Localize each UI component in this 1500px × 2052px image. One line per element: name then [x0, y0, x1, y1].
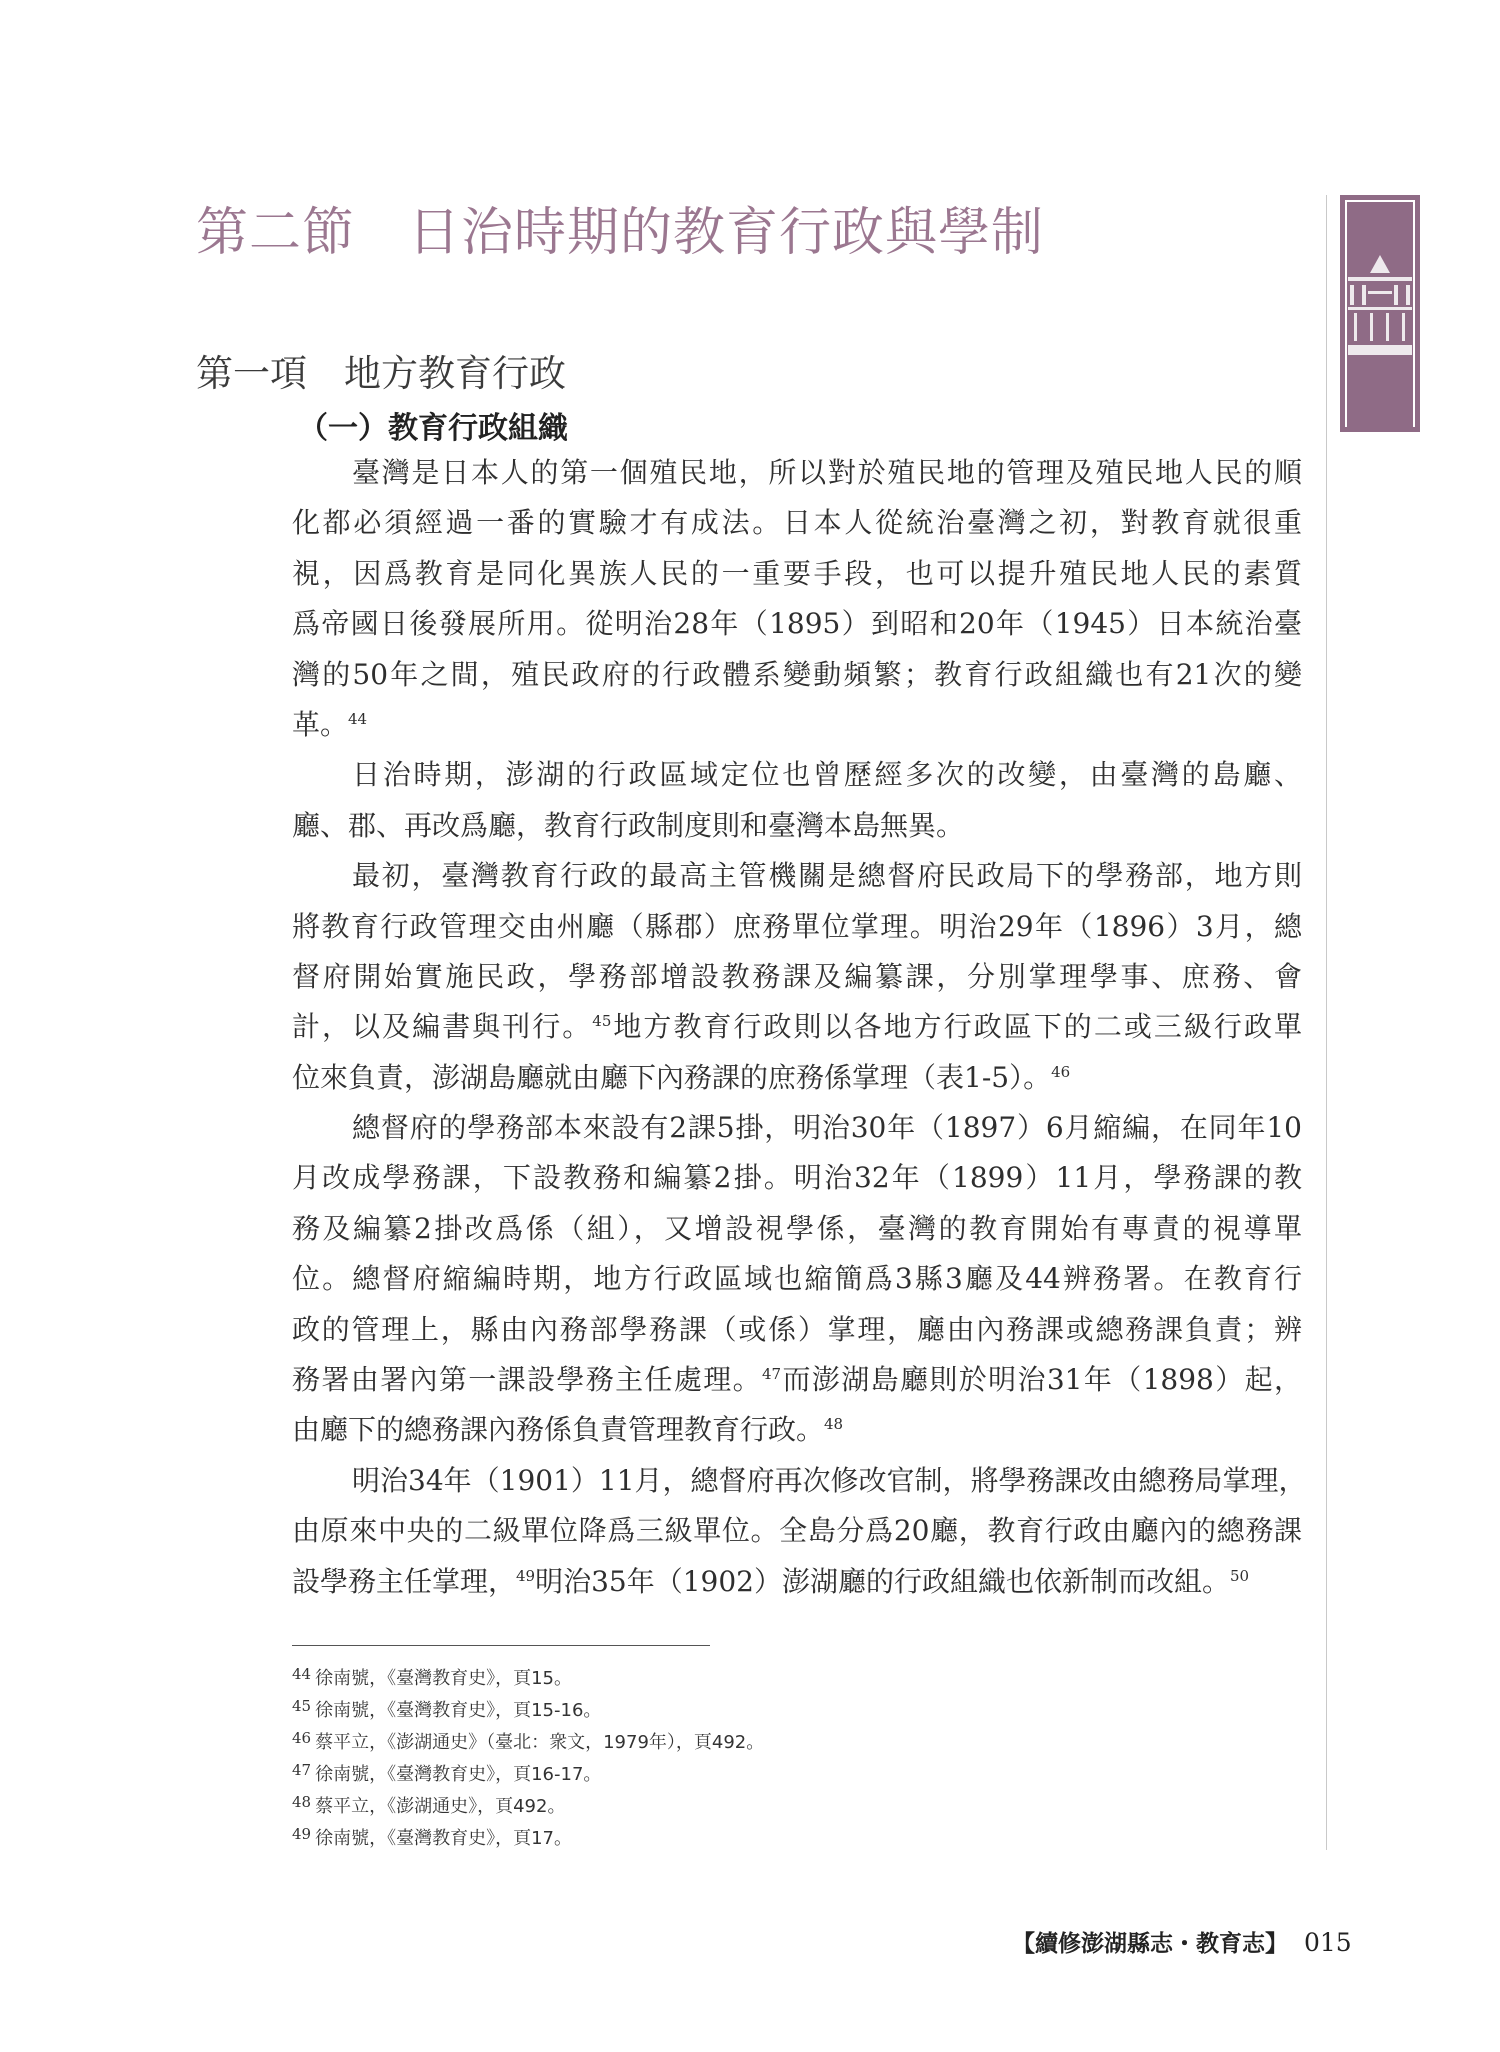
footnote-number: 49: [292, 1825, 312, 1843]
paragraph-line: [292, 750, 1302, 800]
text-run: 總督府的學務部本來設有2課5掛，明治30年（1897）6月縮編，在同年10: [352, 1111, 1302, 1145]
paragraph-line: [292, 700, 1302, 750]
text-run: 明治35年（1902）澎湖廳的行政組織也依新制而改組。: [535, 1564, 1230, 1598]
footnote-text: 蔡平立，《澎湖通史》，頁492。: [315, 1796, 566, 1817]
footnote-number: 46: [292, 1729, 312, 1747]
footnote-text: 徐南號，《臺灣教育史》，頁16-17。: [315, 1764, 602, 1785]
text-run: 督府開始實施民政，學務部增設教務課及編纂課，分別掌理學事、庶務、會: [292, 959, 1302, 993]
text-run: 計，以及編書與刊行。: [292, 1010, 593, 1044]
footnote: [292, 1722, 764, 1754]
text-run: 視，因爲教育是同化異族人民的一重要手段，也可以提升殖民地人民的素質: [292, 556, 1302, 590]
section-title: 第二節 日治時期的教育行政與學制: [196, 203, 1045, 263]
footnote-ref[interactable]: 47: [762, 1365, 782, 1384]
footnote-ref[interactable]: 46: [1051, 1062, 1071, 1081]
page-footer: [1012, 1925, 1352, 1958]
footnotes: [292, 1658, 764, 1850]
text-run: 務及編纂2掛改爲係（組），又增設視學係，臺灣的教育開始有專責的視導單: [292, 1211, 1302, 1245]
text-run: 政的管理上，縣由內務部學務課（或係）掌理，廳由內務課或總務課負責；辨: [292, 1312, 1302, 1346]
footnote-ref[interactable]: 49: [516, 1566, 536, 1585]
footnote-ref[interactable]: 44: [348, 709, 368, 728]
paragraph-line: [292, 1405, 1302, 1455]
paragraph-line: [292, 1153, 1302, 1203]
text-run: 由原來中央的二級單位降爲三級單位。全島分爲20廳，教育行政由廳內的總務課: [292, 1514, 1302, 1548]
text-run: 將教育行政管理交由州廳（縣郡）庶務單位掌理。明治29年（1896）3月，總: [292, 909, 1302, 943]
text-run: 化都必須經過一番的實驗才有成法。日本人從統治臺灣之初，對教育就很重: [292, 506, 1302, 540]
footnote: [292, 1658, 764, 1690]
paragraph-line: [292, 650, 1302, 700]
paragraph-line: [292, 599, 1302, 649]
paragraph-line: [292, 902, 1302, 952]
footnote-text: 徐南號，《臺灣教育史》，頁15-16。: [315, 1700, 602, 1721]
paragraph-line: [292, 549, 1302, 599]
paragraph-line: [292, 1355, 1302, 1405]
chapter-thumb-tab: [1340, 195, 1420, 432]
text-run: 爲帝國日後發展所用。從明治28年（1895）到昭和20年（1945）日本統治臺: [292, 607, 1302, 641]
paragraph-line: [292, 1254, 1302, 1304]
paragraph-line: [292, 1557, 1302, 1607]
footnote-divider: [292, 1645, 710, 1646]
footnote: [292, 1786, 764, 1818]
text-run: 月改成學務課，下設教務和編纂2掛。明治32年（1899）11月，學務課的教: [292, 1161, 1302, 1195]
paragraph-line: [292, 1204, 1302, 1254]
body-text: [292, 448, 1307, 1607]
paragraph-line: [292, 851, 1302, 901]
footnote-ref[interactable]: 48: [824, 1415, 844, 1434]
text-run: 廳、郡、再改爲廳，教育行政制度則和臺灣本島無異。: [292, 808, 965, 842]
paragraph-line: [292, 1002, 1302, 1052]
paragraph-line: [292, 1053, 1302, 1103]
footnote-number: 48: [292, 1793, 312, 1811]
text-run: 設學務主任掌理，: [292, 1564, 517, 1598]
item-heading: 第一項 地方教育行政: [196, 352, 566, 395]
margin-rule: [1326, 195, 1327, 1850]
book-title: 【續修澎湖縣志・教育志】: [1012, 1930, 1288, 1957]
footnote-text: 徐南號，《臺灣教育史》，頁17。: [315, 1828, 572, 1849]
footnote-text: 徐南號，《臺灣教育史》，頁15。: [315, 1668, 572, 1689]
text-run: 而澎湖島廳則於明治31年（1898）起，: [781, 1363, 1302, 1397]
footnote-ref[interactable]: 45: [592, 1012, 612, 1031]
footnote-number: 44: [292, 1665, 312, 1683]
footnote-number: 45: [292, 1697, 312, 1715]
text-run: 日治時期，澎湖的行政區域定位也曾歷經多次的改變，由臺灣的島廳、: [352, 758, 1302, 792]
footnote-ref[interactable]: 50: [1230, 1566, 1250, 1585]
text-run: 明治34年（1901）11月，總督府再次修改官制，將學務課改由總務局掌理，: [352, 1463, 1307, 1497]
paragraph-line: [292, 1456, 1307, 1506]
subitem-heading: （一）教育行政組織: [298, 411, 568, 446]
footnote: [292, 1754, 764, 1786]
paragraph-line: [292, 1305, 1302, 1355]
text-run: 務署由署內第一課設學務主任處理。: [292, 1363, 763, 1397]
page-number: 015: [1304, 1928, 1352, 1957]
paragraph-line: [292, 952, 1302, 1002]
footnote: [292, 1818, 764, 1850]
paragraph-line: [292, 498, 1302, 548]
footnote-number: 47: [292, 1761, 312, 1779]
text-run: 最初，臺灣教育行政的最高主管機關是總督府民政局下的學務部，地方則: [352, 859, 1302, 893]
building-silhouette-icon: [1340, 195, 1420, 432]
text-run: 位。總督府縮編時期，地方行政區域也縮簡爲3縣3廳及44辨務署。在教育行: [292, 1262, 1302, 1296]
text-run: 臺灣是日本人的第一個殖民地，所以對於殖民地的管理及殖民地人民的順: [352, 456, 1302, 489]
text-run: 灣的50年之間，殖民政府的行政體系變動頻繁；教育行政組織也有21次的變: [292, 657, 1302, 691]
paragraph-line: [292, 448, 1302, 498]
paragraph-line: [292, 1506, 1302, 1556]
text-run: 地方教育行政則以各地方行政區下的二或三級行政單: [611, 1010, 1302, 1044]
text-run: 由廳下的總務課內務係負責管理教育行政。: [292, 1413, 825, 1447]
footnote: [292, 1690, 764, 1722]
footnote-text: 蔡平立，《澎湖通史》（臺北：衆文，1979年），頁492。: [315, 1732, 765, 1753]
paragraph-line: [292, 1103, 1302, 1153]
text-run: 位來負責，澎湖島廳就由廳下內務課的庶務係掌理（表1-5）。: [292, 1060, 1052, 1094]
paragraph-line: [292, 801, 1302, 851]
text-run: 革。: [292, 707, 349, 741]
